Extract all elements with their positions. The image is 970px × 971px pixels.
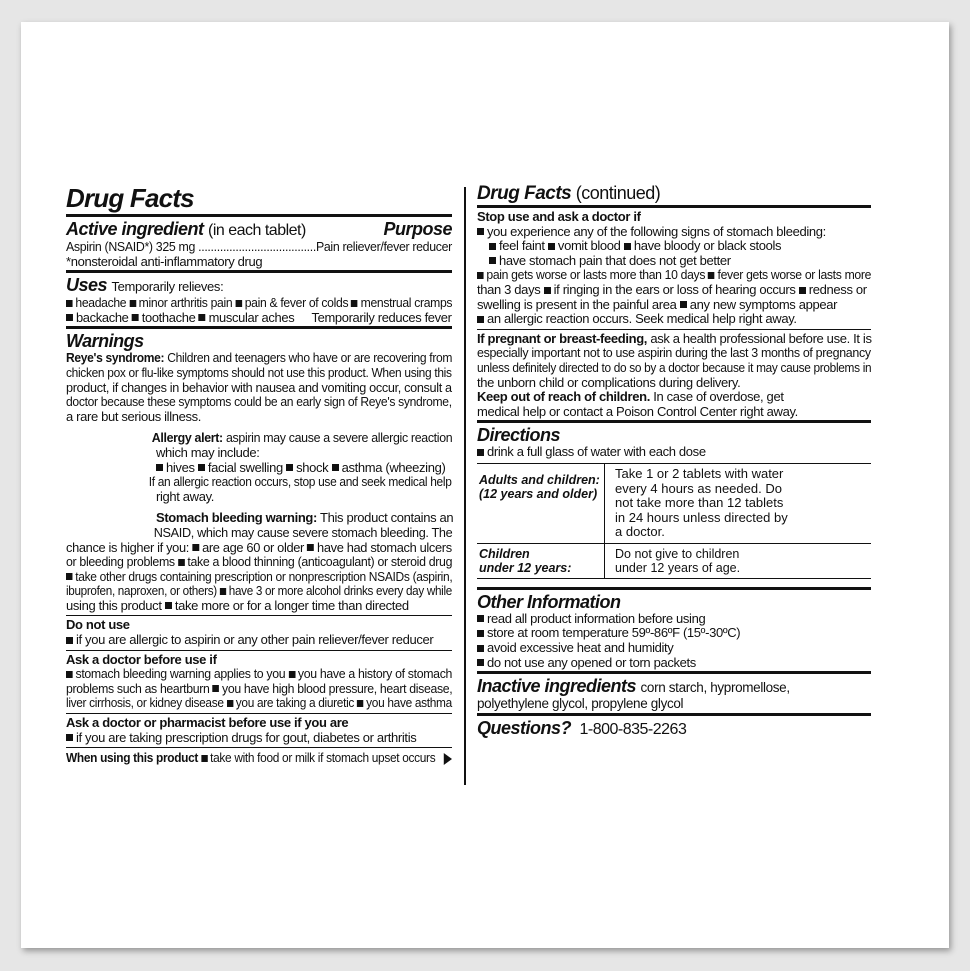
reyes-text: chicken pox or flu-like symptoms should not use this product. When using this (66, 364, 452, 380)
stop-use-item: vomit blood (557, 238, 621, 254)
bullet-icon (477, 615, 484, 622)
bullet-icon (477, 228, 484, 235)
keep-out-section (477, 390, 871, 419)
stomach-text: NSAID, which may cause severe stomach bleeding. The (153, 524, 453, 540)
bullet-icon (198, 464, 205, 471)
when-using-section (66, 750, 436, 766)
bullet-icon (199, 314, 206, 321)
dosage-group-label: under 12 years: (479, 560, 572, 575)
uses-section (66, 275, 452, 325)
reyes-text: a rare but serious illness. (66, 408, 202, 424)
bullet-icon (351, 300, 358, 307)
bullet-icon (66, 573, 72, 580)
bullet-icon (132, 314, 139, 321)
dosage-text: a doctor. (615, 524, 665, 540)
stop-use-item: have stomach pain that does not get better (499, 252, 731, 268)
allergy-item: hives (166, 459, 195, 475)
column-divider (464, 187, 466, 785)
warnings-heading: Warnings (66, 331, 144, 352)
dosage-group-label: (12 years and older) (479, 486, 598, 501)
allergy-item: asthma (wheezing) (341, 459, 446, 475)
bullet-icon (332, 464, 339, 471)
dosage-text: in 24 hours unless directed by (615, 509, 788, 525)
divider (66, 214, 452, 217)
bullet-icon (220, 588, 226, 595)
use-item: pain & fever of colds (244, 295, 349, 311)
bullet-icon (192, 544, 199, 551)
divider (66, 747, 452, 748)
ask-doctor-item: you have a history of stomach (297, 666, 453, 682)
allergy-items (66, 461, 452, 476)
stomach-text: using this product (66, 597, 162, 613)
uses-intro: Temporarily relieves: (111, 279, 224, 295)
do-not-use-item: if you are allergic to aspirin or any other pain reliever/fever reducer (76, 632, 434, 648)
allergy-text: right away. (156, 488, 215, 504)
bullet-icon (66, 671, 73, 678)
bullet-icon (201, 755, 207, 762)
reyes-text: product, if changes in behavior with nausea and vomiting occur, consult a (66, 379, 452, 395)
other-info-heading: Other Information (477, 591, 621, 612)
ask-pharmacist-item: if you are taking prescription drugs for gout, diabetes or arthritis (76, 729, 417, 745)
divider (477, 205, 871, 208)
use-item: backache (75, 309, 129, 325)
bullet-icon (624, 243, 631, 250)
ask-doctor-item: problems such as heartburn (66, 680, 210, 696)
keep-out-text: In case of overdose, get (649, 389, 784, 405)
divider (477, 587, 871, 590)
bullet-icon (489, 243, 496, 250)
when-using-heading: When using this product (66, 750, 199, 766)
pregnancy-label: If pregnant or breast-feeding, (477, 330, 648, 346)
bullet-icon (477, 316, 484, 323)
ask-doctor-item: you are taking a diuretic (235, 695, 355, 711)
dosage-group-label: Adults and children: (479, 472, 600, 487)
bullet-icon (66, 637, 73, 644)
uses-line-2 (66, 311, 450, 326)
directions-section (477, 425, 871, 579)
stomach-line (66, 568, 453, 585)
pregnancy-text: the unborn child or complications during delivery. (477, 374, 741, 390)
stop-use-item: redness or (808, 281, 867, 297)
stop-use-item: an allergic reaction occurs. Seek medical help right away. (487, 311, 797, 327)
stomach-text: are age 60 or older (202, 539, 304, 555)
allergy-item: facial swelling (207, 459, 283, 475)
stomach-line (66, 554, 453, 570)
bullet-icon (66, 314, 73, 321)
divider (66, 326, 452, 329)
stomach-text: chance is higher if you: (66, 539, 189, 555)
ask-doctor-item: stomach bleeding warning applies to you (75, 666, 286, 682)
dosage-group (477, 544, 605, 578)
use-item: headache (75, 295, 127, 311)
active-ingredient-section (66, 219, 452, 240)
bullet-icon (156, 464, 163, 471)
bullet-icon (165, 602, 172, 609)
ask-doctor-section (66, 653, 452, 711)
directions-item: drink a full glass of water with each dose (487, 444, 706, 460)
dosage-instructions (605, 544, 871, 578)
stop-use-item: than 3 days (477, 281, 541, 297)
active-ingredient-heading: Active ingredient (66, 219, 204, 239)
pregnancy-text: unless definitely directed to do so by a doctor because it may cause problems in (477, 359, 872, 375)
bullet-icon (286, 464, 293, 471)
inactive-text: corn starch, hypromellose, (640, 680, 790, 696)
divider (66, 270, 452, 273)
divider (66, 615, 452, 616)
ask-doctor-item: you have high blood pressure, heart disease, (222, 680, 453, 696)
stop-use-item: pain gets worse or lasts more than 10 days (486, 267, 706, 283)
drug-facts-title: Drug Facts (66, 183, 194, 213)
allergy-text: If an allergic reaction occurs, stop use and seek medical help (148, 474, 452, 490)
drug-facts-left-column (66, 183, 452, 766)
keep-out-label: Keep out of reach of children. (477, 389, 650, 405)
bullet-icon (178, 559, 185, 566)
stomach-label: Stomach bleeding warning: (156, 510, 317, 526)
questions-section (477, 718, 871, 739)
continued-label: (continued) (575, 183, 661, 203)
dosage-group-label: Children (479, 546, 530, 561)
allergy-label: Allergy alert: (151, 430, 223, 446)
dosage-text: Do not give to children (615, 546, 740, 561)
stomach-text: or bleeding problems (66, 554, 175, 570)
drug-facts-right-column (477, 183, 871, 739)
pregnancy-text: ask a health professional before use. It is (647, 330, 872, 346)
bullet-icon (66, 300, 73, 307)
dosage-group (477, 464, 605, 543)
stop-use-heading: Stop use and ask a doctor if (477, 209, 641, 224)
use-item: muscular aches (208, 309, 295, 325)
stomach-text: have had stomach ulcers (317, 539, 452, 555)
stomach-line (66, 539, 452, 556)
active-ingredient-line: Aspirin (NSAID*) 325 mg ......................................Pain reliever/fever reducer (66, 239, 452, 254)
bullet-icon (477, 659, 484, 666)
divider (477, 329, 871, 330)
other-info-item: store at room temperature 59º-86ºF (15º-30ºC) (487, 625, 741, 641)
bullet-icon (288, 671, 295, 678)
stop-use-item: feel faint (499, 238, 545, 254)
use-item: minor arthritis pain (138, 295, 233, 311)
pregnancy-section (477, 332, 871, 390)
bullet-icon (544, 287, 551, 294)
continued-title (477, 183, 871, 204)
keep-out-text: medical help or contact a Poison Control Center right away. (477, 403, 798, 419)
other-info-item: read all product information before using (487, 610, 706, 626)
stomach-line (66, 583, 452, 599)
warnings-section (66, 331, 452, 613)
inactive-text: polyethylene glycol, propylene glycol (477, 696, 684, 712)
uses-line-1 (66, 295, 453, 311)
purpose-heading: Purpose (383, 219, 452, 239)
bullet-icon (548, 243, 555, 250)
divider (477, 671, 871, 674)
stomach-text: ibuprofen, naproxen, or others) (66, 583, 217, 599)
table-row (477, 543, 871, 578)
ask-doctor-item: you have asthma (366, 695, 452, 711)
other-info-section (477, 592, 871, 670)
use-item: menstrual cramps (360, 295, 453, 311)
table-row (477, 464, 871, 543)
bullet-icon (477, 449, 484, 456)
bullet-icon (708, 272, 715, 279)
divider (66, 713, 452, 714)
ask-doctor-heading: Ask a doctor before use if (66, 651, 217, 667)
inactive-ingredients-section (477, 676, 871, 712)
stomach-text: take more or for a longer time than directed (174, 597, 409, 613)
do-not-use-section (66, 618, 452, 647)
divider (477, 713, 871, 716)
stomach-line (66, 599, 452, 614)
stomach-text: take other drugs containing prescription or nonprescription NSAIDs (aspirin, (75, 568, 453, 584)
continue-arrow-icon (444, 753, 452, 765)
divider (66, 650, 452, 651)
bullet-icon (477, 272, 484, 279)
other-info-item: do not use any opened or torn packets (487, 654, 696, 670)
when-using-item: take with food or milk if stomach upset occurs (210, 750, 436, 766)
bullet-icon (227, 700, 233, 707)
bullet-icon (799, 287, 806, 294)
bullet-icon (477, 630, 484, 637)
use-item: toothache (141, 309, 196, 325)
phone-number: 1-800-835-2263 (579, 720, 687, 738)
stop-use-item: fever gets worse or lasts more (717, 267, 872, 283)
inactive-heading: Inactive ingredients (477, 676, 637, 697)
stop-use-item: have bloody or black stools (633, 238, 782, 254)
other-info-item: avoid excessive heat and humidity (487, 640, 674, 656)
dosage-text: Take 1 or 2 tablets with water (615, 465, 784, 481)
bullet-icon (680, 301, 687, 308)
stomach-text: take a blood thinning (anticoagulant) or steroid drug (187, 554, 453, 570)
bullet-icon (477, 645, 484, 652)
reyes-text: Children and teenagers who have or are recovering from (164, 350, 453, 366)
dosage-text: not take more than 12 tablets (615, 495, 784, 511)
nsaid-footnote: *nonsteroidal anti-inflammatory drug (66, 253, 263, 269)
uses-heading: Uses (66, 275, 108, 296)
bullet-icon (307, 544, 314, 551)
allergy-item: shock (296, 459, 329, 475)
directions-table (477, 463, 871, 579)
bullet-icon (213, 685, 220, 692)
allergy-text: aspirin may cause a severe allergic reaction (222, 430, 453, 446)
pregnancy-text: especially important not to use aspirin during the last 3 months of pregnancy (477, 345, 871, 361)
drug-facts-title: Drug Facts (477, 183, 572, 204)
stop-use-item: you experience any of the following signs of stomach bleeding: (487, 223, 826, 239)
dosage-text: under 12 years of age. (615, 560, 741, 575)
reyes-text: doctor because these symptoms could be an early sign of Reye's syndrome, (66, 394, 452, 410)
stop-use-item: any new symptoms appear (689, 296, 838, 312)
allergy-text: which may include: (156, 444, 260, 460)
directions-heading: Directions (477, 425, 561, 446)
reyes-label: Reye's syndrome: (66, 350, 165, 366)
bullet-icon (357, 700, 363, 707)
stomach-text: This product contains an (317, 510, 454, 526)
stomach-text: have 3 or more alcohol drinks every day while (228, 583, 452, 599)
stop-use-section (477, 210, 871, 327)
use-item: Temporarily reduces fever (311, 309, 452, 325)
active-ingredient-suffix: (in each tablet) (207, 222, 306, 239)
dosage-text: every 4 hours as needed. Do (615, 480, 782, 496)
questions-heading: Questions? (477, 717, 572, 738)
bullet-icon (66, 734, 73, 741)
bullet-icon (489, 257, 496, 264)
ask-pharmacist-heading: Ask a doctor or pharmacist before use if you are (66, 715, 349, 731)
bullet-icon (235, 300, 242, 307)
stop-use-item: swelling is present in the painful area (477, 296, 677, 312)
stop-use-item: if ringing in the ears or loss of hearing occurs (553, 281, 796, 297)
ask-pharmacist-section (66, 716, 452, 745)
ask-doctor-item: liver cirrhosis, or kidney disease (66, 695, 224, 711)
do-not-use-heading: Do not use (66, 617, 130, 633)
dosage-instructions (605, 464, 871, 543)
divider (477, 420, 871, 423)
bullet-icon (129, 300, 136, 307)
